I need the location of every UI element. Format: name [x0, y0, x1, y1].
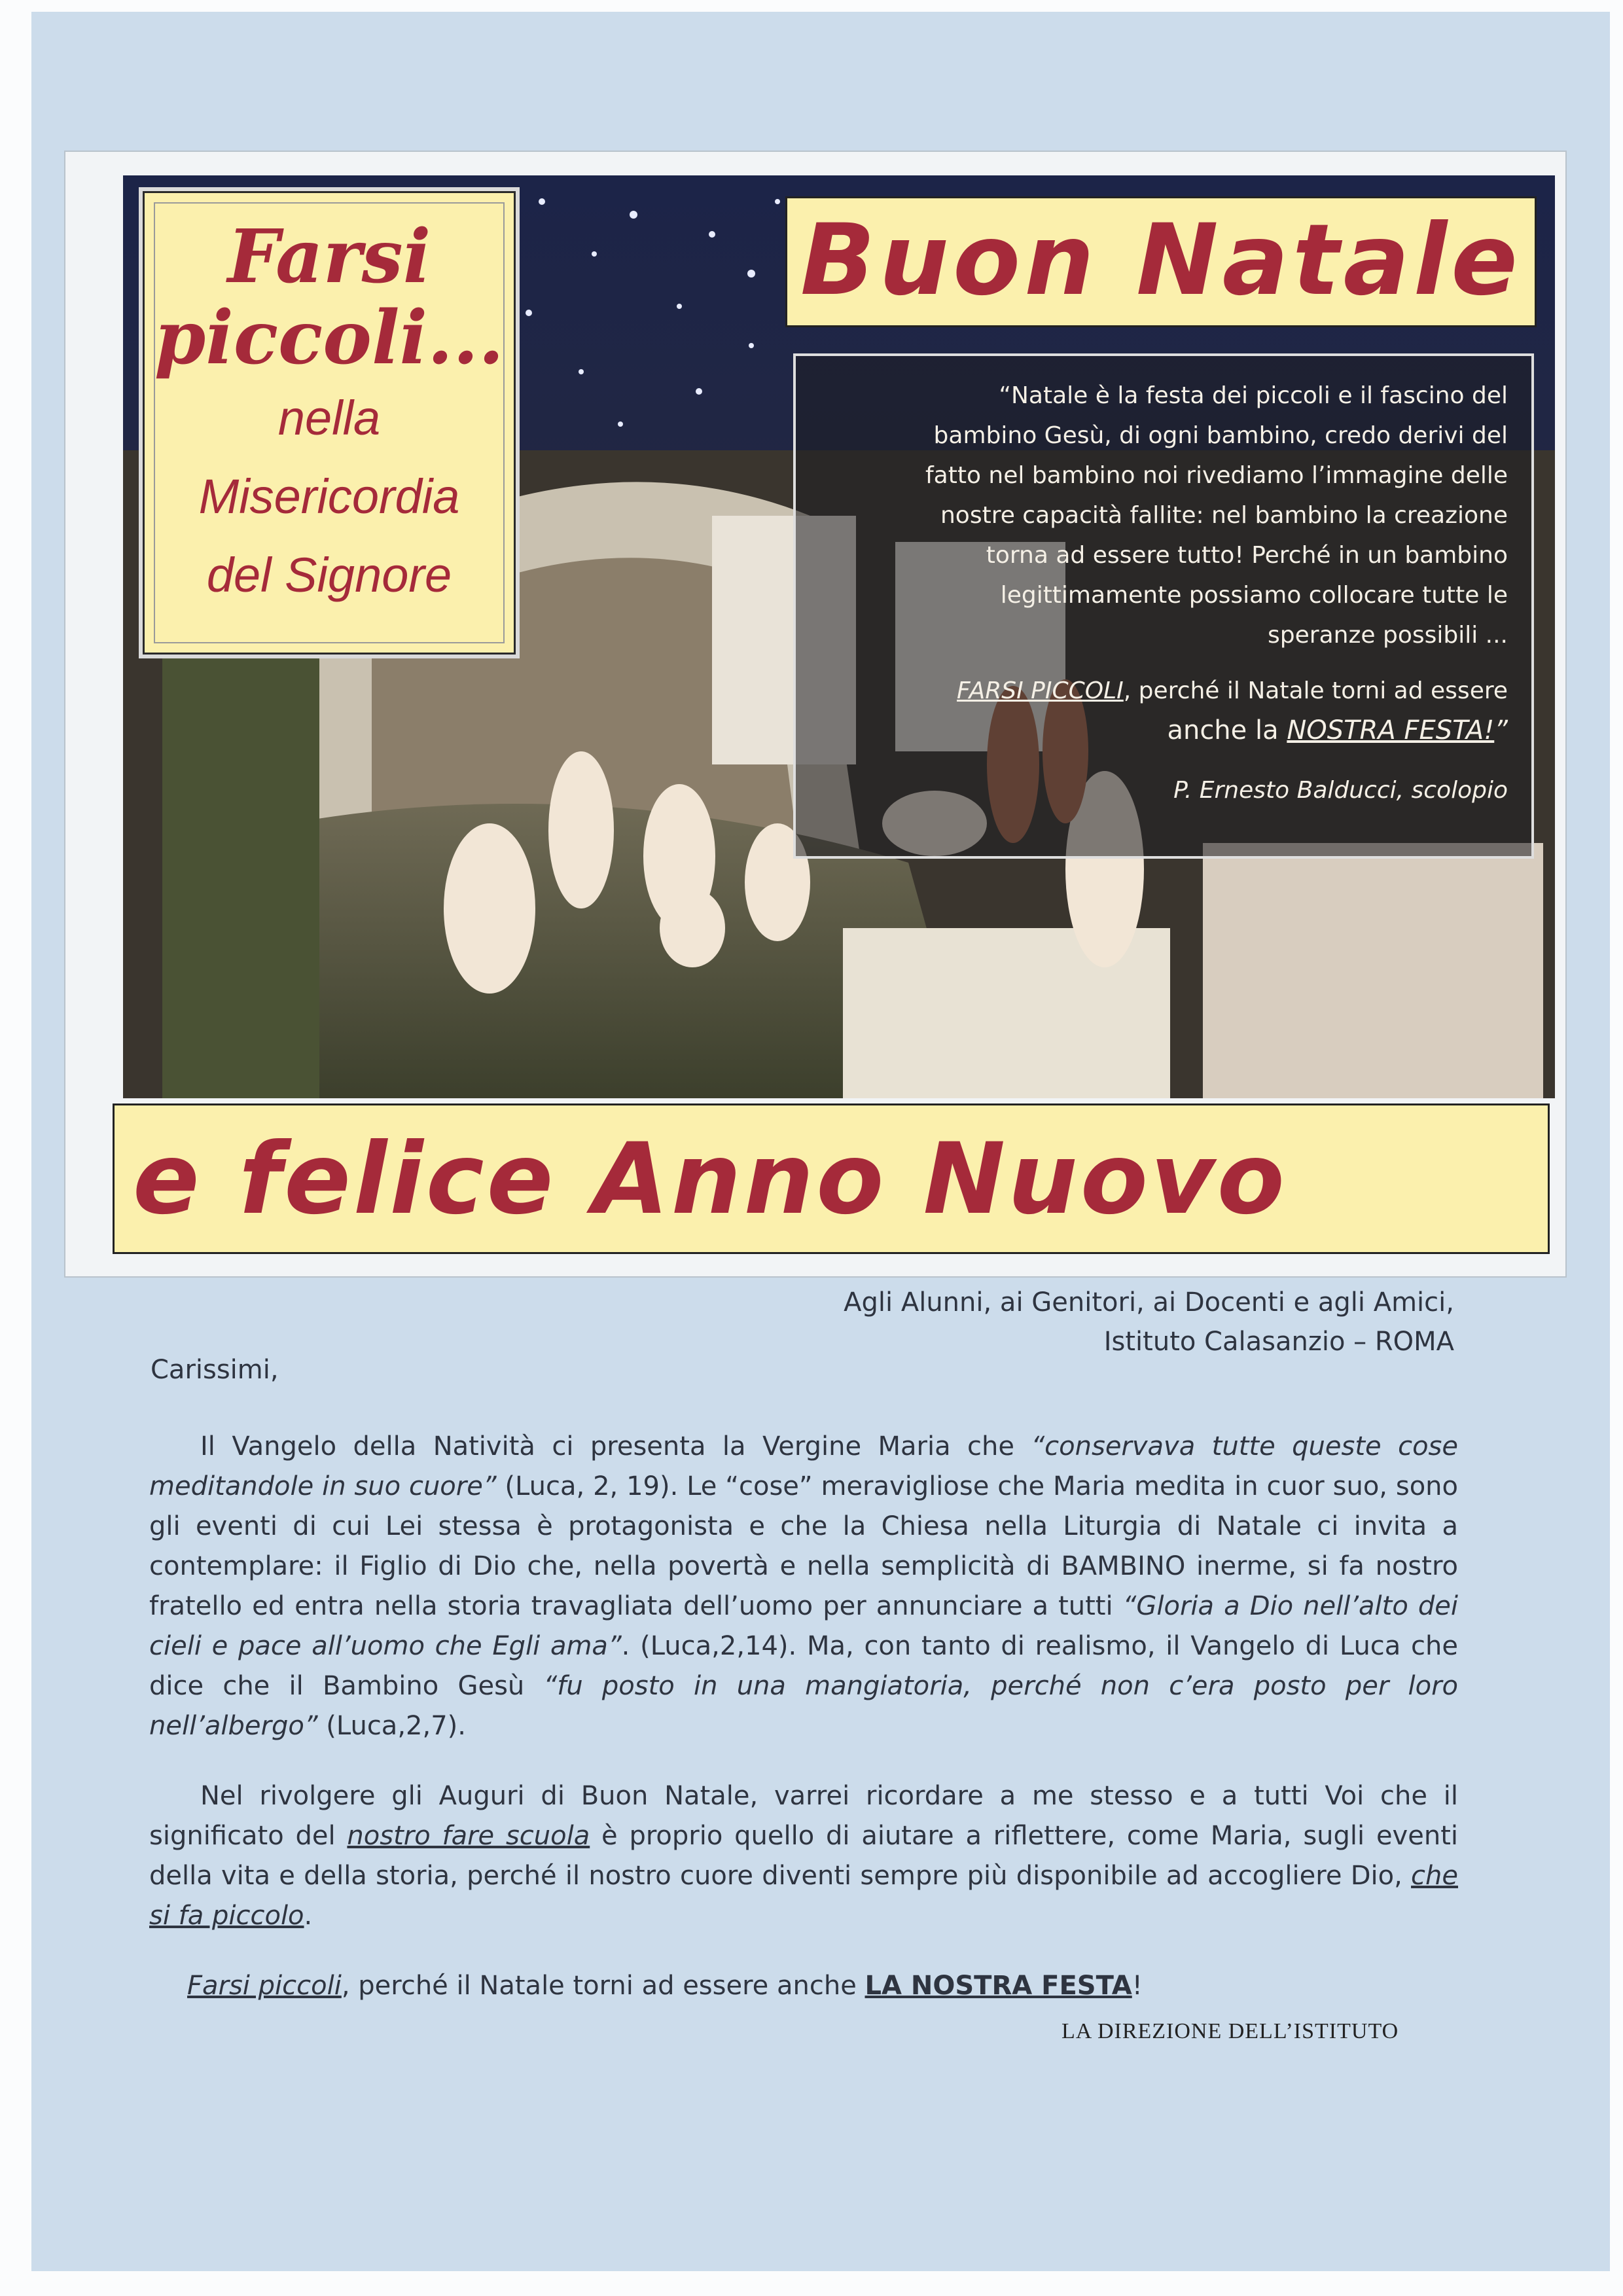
p2-text-a: Nel rivolgere gli Auguri di Buon Natale, varrei ricordare a me stesso e a tutti Voi che il significato del	[149, 1781, 1458, 1851]
quote-line: “Natale è la festa dei piccoli e il fascino del	[999, 382, 1508, 409]
quote-line: nostre capacità fallite: nel bambino la creazione	[940, 502, 1508, 529]
buon-natale-box	[785, 196, 1537, 327]
letter-body	[149, 1427, 1458, 2036]
quote-close-mark: ”	[1494, 715, 1508, 745]
p3-text-b: !	[1132, 1971, 1143, 2001]
quote-farsi-piccoli: FARSI PICCOLI	[957, 677, 1124, 704]
quote-line: bambino Gesù, di ogni bambino, credo derivi del	[933, 422, 1508, 449]
p3-nostra-festa: LA NOSTRA FESTA	[865, 1971, 1132, 2001]
subtitle-line-3: del Signore	[206, 548, 452, 602]
quote-festa-line	[809, 711, 1508, 751]
farsi-piccoli-box	[143, 191, 516, 655]
recipients-line-2: Istituto Calasanzio – ROMA	[1103, 1327, 1454, 1357]
farsi-line-1: Farsi	[227, 214, 431, 300]
p3-text-a: , perché il Natale torni ad essere anche	[341, 1971, 865, 2001]
quote-tail-2: anche la	[1167, 715, 1287, 745]
paragraph-2	[149, 1776, 1458, 1936]
p1-quote-3: “fu posto in una mangiatoria, perché non c’era posto per loro nell’albergo”	[149, 1671, 1458, 1741]
p2-text-c: .	[304, 1901, 313, 1931]
p1-text-a: Il Vangelo della Natività ci presenta la Vergine Maria che	[200, 1431, 1031, 1462]
salutation: Carissimi,	[151, 1355, 279, 1385]
quote-line: fatto nel bambino noi rivediamo l’immagine delle	[925, 462, 1508, 489]
anno-nuovo-title: e felice Anno Nuovo	[133, 1122, 1287, 1236]
recipients-block	[844, 1283, 1454, 1361]
p1-text-c: . (Luca,2,14). Ma, con tanto di realismo, il Vangelo di Luca che dice che il Bambino Gesù	[149, 1631, 1458, 1701]
p1-quote-2: “Gloria a Dio nell’alto dei cieli e pace all’uomo che Egli ama”	[149, 1591, 1459, 1661]
p2-underline-2: che si fa piccolo	[149, 1861, 1458, 1931]
quote-line: legittimamente possiamo collocare tutte le	[1000, 582, 1508, 609]
buon-natale-title: Buon Natale	[800, 204, 1522, 317]
subtitle-line-1: nella	[277, 391, 381, 445]
p2-underline-1: nostro fare scuola	[347, 1821, 590, 1851]
p1-text-d: (Luca,2,7).	[317, 1711, 466, 1741]
farsi-line-2: piccoli...	[154, 295, 505, 381]
anno-nuovo-box	[113, 1103, 1550, 1254]
quote-nostra-festa: NOSTRA FESTA!	[1287, 715, 1495, 745]
quote-line: speranze possibili ...	[1268, 622, 1508, 649]
misericordia-subtitle	[145, 379, 514, 615]
balducci-quote	[793, 353, 1534, 859]
quote-line: torna ad essere tutto! Perché in un bambino	[986, 542, 1508, 569]
p1-quote-1: “conservava tutte queste cose meditandole in suo cuore”	[149, 1431, 1458, 1501]
quote-farsi-line	[809, 671, 1508, 711]
p2-text-b: è proprio quello di aiutare a riflettere, come Maria, sugli eventi della vita e della storia, perché il nostro cuore diventi sempre più disponibile ad accogliere Dio,	[149, 1821, 1458, 1891]
p3-underline-1: Farsi piccoli	[187, 1971, 342, 2001]
paragraph-3	[149, 1966, 1458, 2006]
subtitle-line-2: Misericordia	[198, 469, 460, 524]
farsi-piccoli-heading	[145, 214, 514, 381]
recipients-line-1: Agli Alunni, ai Genitori, ai Docenti e agli Amici,	[844, 1287, 1454, 1318]
p1-text-b: (Luca, 2, 19). Le “cose” meravigliose che Maria medita in cuor suo, sono gli eventi di cui Lei stessa è protagonista e che la Chiesa nella Liturgia di Natale ci invita a contemplare: il Figlio di Dio che, nella povertà e nella semplicità di BAMBINO inerme, si fa nostro fratello ed entra nella storia travagliata dell’uomo per annunciare a tutti	[149, 1471, 1459, 1621]
quote-tail-1: , perché il Natale torni ad essere	[1123, 677, 1508, 704]
signature: LA DIREZIONE DELL’ISTITUTO	[1061, 2019, 1399, 2043]
paragraph-1	[149, 1427, 1458, 1746]
quote-author: P. Ernesto Balducci, scolopio	[1173, 777, 1508, 804]
